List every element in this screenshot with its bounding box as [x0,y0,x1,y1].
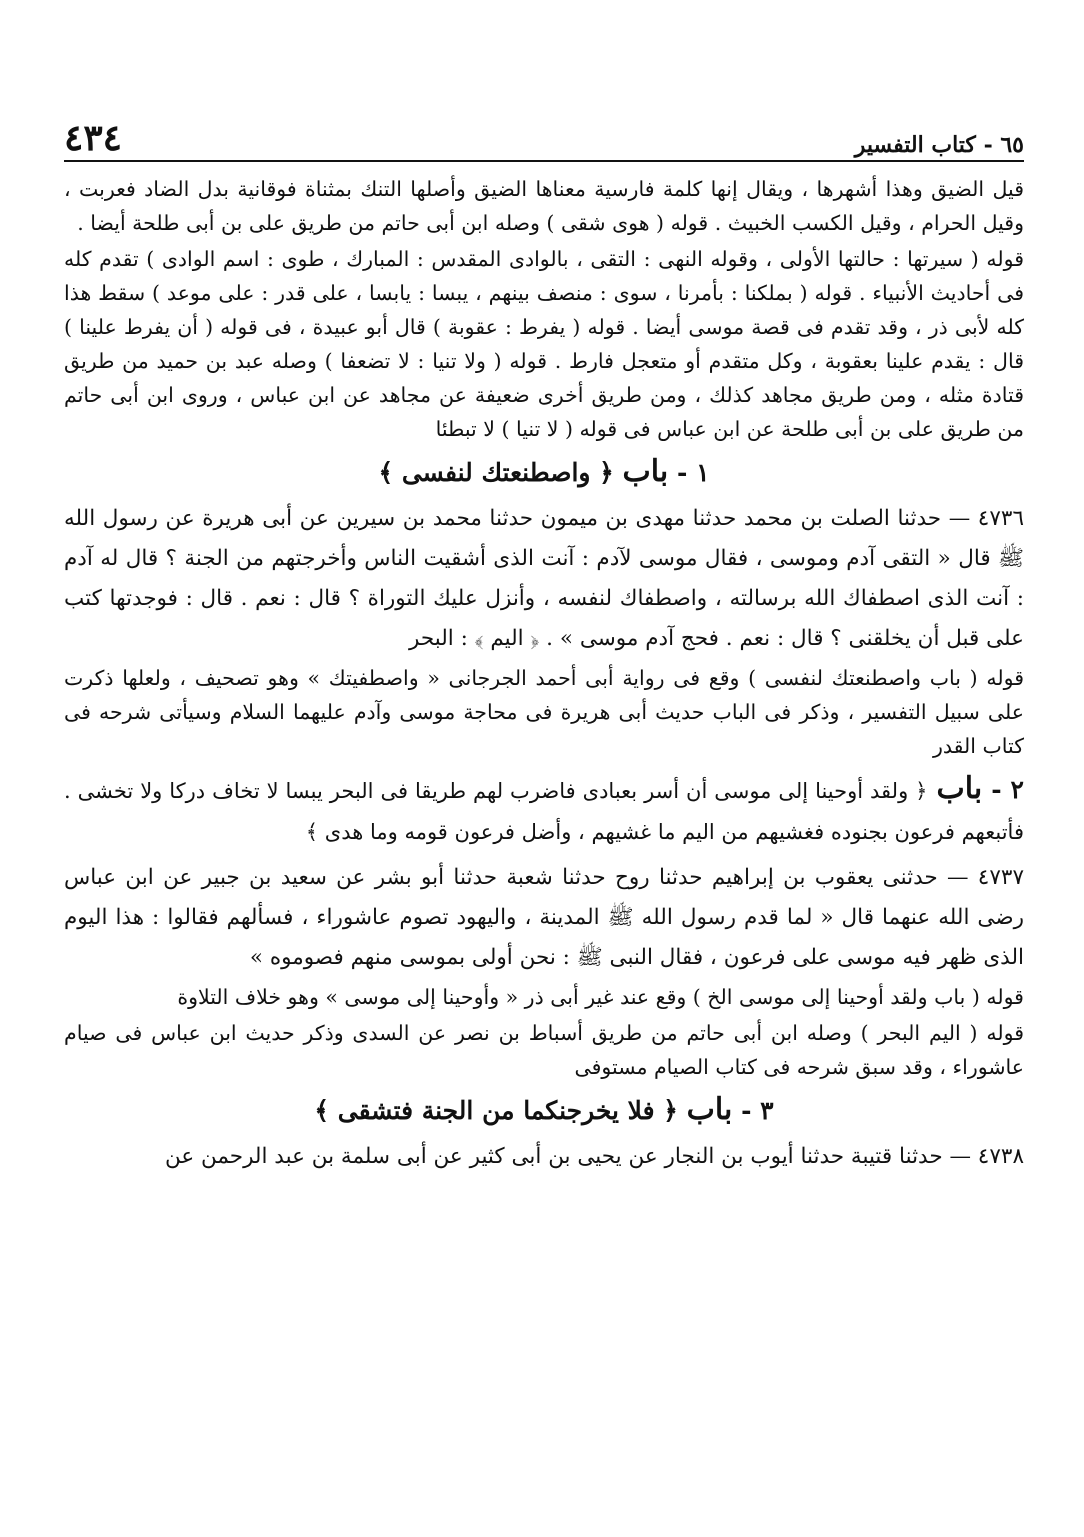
chapter-number: ١ - [676,458,710,487]
hadith-text: ٤٧٣٦ — حدثنا الصلت بن محمد حدثنا مهدى بن ميمون حدثنا محمد بن سيرين عن أبى هريرة عن رسول الله ﷺ قال « التقى آدم وموسى ، فقال موسى لآدم : آنت الذى أشقيت الناس وأخرجتهم من الجنة ؟ قال له آدم : آنت الذى اصطفاك الله برسالته ، واصطفاك لنفسه ، وأنزل عليك التوراة ؟ قال : نعم . قال : فوجدتها كتب على قبل أن يخلقنى ؟ قال : نعم . فحج آدم موسى » . ﴿ اليم ﴾ : البحر [64,506,1024,651]
page-number: ٤٣٤ [64,117,123,159]
chapter-heading [64,452,1024,493]
commentary-paragraph: قوله ( باب واصطنعتك لنفسى ) وقع فى رواية أبى أحمد الجرجانى « واصطفيتك » وهو تصحيف ، ولعلها ذكرت على سبيل التفسير ، وذكر فى الباب حديث أبى هريرة فى محاجة موسى وآدم عليهما السلام وسيأتى شرحه فى كتاب القدر [64,666,1024,758]
commentary-paragraph: قوله ( باب ولقد أوحينا إلى موسى الخ ) وقع عند غير أبى ذر « وأوحينا إلى موسى » وهو خلاف التلاوة [177,985,1024,1009]
chapter-heading [64,769,1024,852]
chapter-title: ﴿ ولقد أوحينا إلى موسى أن أسر بعبادى فاضرب لهم طريقا فى البحر يبسا لا تخاف دركا ولا تخشى . فأتبعهم فرعون بجنوده فغشيهم من اليم ما غشيهم ، وأضل فرعون قومه وما هدى ﴾ [64,779,1024,844]
chapter-word: باب [936,771,983,806]
chapter-title: ﴿ فلا يخرجنكما من الجنة فتشقى ﴾ [314,1096,678,1125]
chapter-word: باب [686,1092,733,1127]
chapter-heading [64,1090,1024,1131]
book-title: ٦٥ - كتاب التفسير [854,132,1024,158]
chapter-title: ﴿ واصطنعتك لنفسى ﴾ [378,458,614,487]
hadith-text: ٤٧٣٧ — حدثنى يعقوب بن إبراهيم حدثنا روح حدثنا شعبة حدثنا أبو بشر عن سعيد بن جبير عن ابن عباس رضى الله عنهما قال « لما قدم رسول الله ﷺ المدينة ، واليهود تصوم عاشوراء ، فسألهم فقالوا : هذا اليوم الذى ظهر فيه موسى على فرعون ، فقال النبى ﷺ : نحن أولى بموسى منهم فصوموه » [64,865,1024,970]
commentary-paragraph: قوله ( سيرتها : حالتها الأولى ، وقوله النهى : التقى ، بالوادى المقدس : المبارك ، طوى : اسم الوادى ) تقدم كله فى أحاديث الأنبياء . قوله ( بملكنا : بأمرنا ، سوى : منصف بينهم ، يبسا : يابسا ، على قدر : على موعد ) سقط هذا كله لأبى ذر ، وقد تقدم فى قصة موسى أيضا . قوله ( يفرط : عقوبة ) قال أبو عبيدة ، فى قوله ( أن يفرط علينا ) قال : يقدم علينا بعقوبة ، وكل متقدم أو متعجل فارط . قوله ( ولا تنيا : لا تضعفا ) وصله عبد بن حميد من طريق قتادة مثله ، ومن طريق مجاهد كذلك ، ومن طريق أخرى ضعيفة عن مجاهد عن ابن عباس ، وروى ابن أبى حاتم من طريق على بن أبى طلحة عن ابن عباس فى قوله ( لا تنيا ) لا تبطئا [64,247,1024,441]
chapter-number: ٢ - [991,775,1024,804]
chapter-number: ٣ - [741,1096,774,1125]
commentary-paragraph: قوله ( اليم البحر ) وصله ابن أبى حاتم من طريق أسباط بن نصر عن السدى وذكر حديث ابن عباس فى صيام عاشوراء ، وقد سبق شرحه فى كتاب الصيام مستوفى [64,1021,1024,1079]
commentary-paragraph: قيل الضيق وهذا أشهرها ، ويقال إنها كلمة فارسية معناها الضيق وأصلها التنك بمثناة فوقانية بدل الضاد فعربت ، وقيل الحرام ، وقيل الكسب الخبيث . قوله ( هوى شقى ) وصله ابن أبى حاتم من طريق على بن أبى طلحة أيضا . [64,177,1024,235]
chapter-word: باب [622,454,669,489]
page-header [64,112,1024,162]
page-content [64,172,1024,1179]
hadith-text: ٤٧٣٨ — حدثنا قتيبة حدثنا أيوب بن النجار عن يحيى بن أبى كثير عن أبى سلمة بن عبد الرحمن عن [164,1144,1024,1169]
